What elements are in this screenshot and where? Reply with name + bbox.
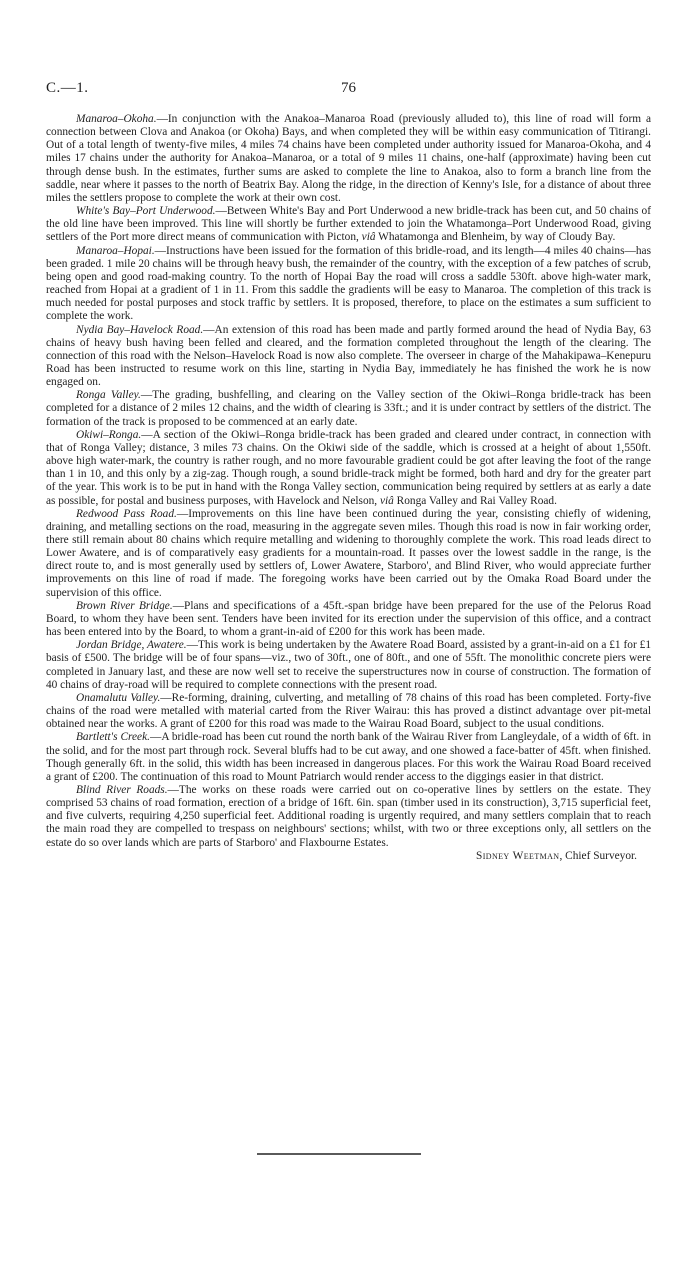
paragraph-text: —The works on these roads were carried out on co-operative lines by settlers on the estate. They comprised 53 chains of road formation, erection of a bridge of 16ft. 6in. span (timber used in its construction), 3,715 superficial feet, and five culverts, requiring 4,250 superficial feet. Additional roading is urgently required, and many settlers complain that to reach the main road they are compelled to trespass on neighbours' sections; whilst, with two or three exceptions only, all settlers on the estate do so over lands which are parts of Starboro' and Flaxbourne Estates.: [46, 783, 651, 849]
paragraph-whites-bay-port-underwood: [46, 205, 651, 244]
paragraph-text: —Plans and specifications of a 45ft.-span bridge have been prepared for the use of the Pelorus Road Board, to whom they have been sent. Tenders have been invited for its erection under the supervision of this office, and a contract has been entered into by the Board, to whom a grant-in-aid of £200 for this work has been made.: [46, 599, 652, 639]
section-heading: Manaroa–Okoha.: [76, 113, 157, 125]
section-heading: Jordan Bridge, Awatere.: [76, 639, 187, 652]
paragraph-brown-river-bridge: [46, 600, 651, 639]
paragraph-text: —An extension of this road has been made and partly formed around the head of Nydia Bay, 63 chains of heavy bush having been felled and cleared, and the formation completed throughout the length of the clearing. The connection of this road with the Nelson–Havelock Road is now also complete. The overseer in charge of the Mahakipawa–Keneрuru Road has been instructed to resume work on this line, starting in Nydia Bay, immediately he has finished the work he is now engaged on.: [46, 323, 651, 389]
paragraph-manaroa-okoha: [46, 113, 651, 205]
paragraph-okiwi-ronga: [46, 429, 651, 508]
section-heading: Blind River Roads.: [76, 783, 168, 796]
paragraph-jordan-bridge: [46, 639, 651, 692]
paragraph-blind-river-roads: [46, 784, 651, 850]
via-word: viâ: [361, 231, 376, 244]
section-heading: Redwood Pass Road.: [76, 507, 177, 520]
paragraph-bartletts-creek: [46, 731, 651, 784]
paragraph-ronga-valley: [46, 389, 651, 428]
signatory-title: , Chief Surveyor.: [559, 849, 637, 862]
section-heading: White's Bay–Port Underwood.: [76, 205, 216, 218]
via-word: viâ: [379, 494, 394, 507]
end-rule: [257, 1153, 421, 1155]
report-body: [46, 113, 651, 863]
section-heading: Nydia Bay–Havelock Road.: [76, 323, 204, 336]
paragraph-onamalutu-valley: [46, 692, 651, 731]
paragraph-text: —Improvements on this line have been continued during the year, consisting chiefly of widening, draining, and metalling sections on the road, measuring in the aggregate seven miles. Though this road is now in fair working order, there still remain about 80 chains which require metalling and widening to thoroughly complete the work. This road leads direct to Lower Awatere, and is of comparatively easy gradients for a mountain-road. It passes over the lowest saddle in the range, is the direct route to, and is most generally used by settlers of, Lower Awatere, Starboro', and Blind River, who would appreciate further improvements on this line of road if made. The foregoing works have been carried out by the Omaka Road Board under the supervision of this office.: [46, 507, 652, 599]
paragraph-text: —The grading, bushfelling, and clearing on the Valley section of the Okiwi–Ronga bridle-track has been completed for a distance of 2 miles 12 chains, and the width of clearing is 33ft.; and it is under contract by settlers of the district. The formation of the track is proposed to be commenced at an early date.: [46, 389, 651, 428]
paragraph-text: Ronga Valley and Rai Valley Road.: [393, 494, 557, 507]
paragraph-text: Whatamonga and Blenheim, by way of Cloudy Bay.: [375, 231, 616, 244]
section-heading: Bartlett's Creek.: [76, 731, 150, 744]
signature-line: [46, 850, 651, 863]
section-heading: Okiwi–Ronga.: [76, 428, 142, 441]
paragraph-text: —This work is being undertaken by the Awatere Road Board, assisted by a grant-in-aid on a £1 for £1 basis of £500. The bridge will be of four spans—viz., two of 30ft., one of 80ft., and one of 55ft. The monolithic concrete piers were completed in January last, and these are now well set to receive the superstructures now in course of construction. The formation of 40 chains of dray-road will be required to complete connections with the present road.: [46, 639, 651, 691]
paragraph-redwood-pass-road: [46, 508, 651, 600]
paragraph-manaroa-hopai: [46, 245, 651, 324]
section-heading: Ronga Valley.: [76, 389, 141, 402]
paragraph-text: —Re-forming, draining, culverting, and metalling of 78 chains of this road has been completed. Forty-five chains of the road were metalled with material carted from the River Wairau: this has proved a distinct advantage over pit-metal obtained near the works. A grant of £200 for this road was made to the Wairau Road Board, subject to the usual conditions.: [46, 691, 651, 731]
page-number: 76: [341, 80, 356, 96]
paragraph-text: —In conjunction with the Anakoa–Manaroa Road (previously alluded to), this line of road will form a connection between Clova and Anakoa (or Okoha) Bays, and when completed they will be within easy communication of Titirangi. Out of a total length of twenty-five miles, 4 miles 74 chains have been completed under authority issued for Manaroa-Okoha, and 4 miles 17 chains under the authority for Anakoa–Manaroa, or a total of 9 miles 11 chains, one-half (approximate) having been cut through dense bush. In the estimates, further sums are asked to complete the line to Anakoa, also to form a branch line from the saddle, near where it passes to the north of Beatrix Bay. Along the ridge, in the direction of Kenny's Isle, for a distance of about three miles the settlers propose to complete the work at their own cost.: [46, 113, 651, 204]
section-heading: Brown River Bridge.: [76, 599, 173, 612]
page-header: [46, 80, 651, 100]
paragraph-text: —A bridle-road has been cut round the north bank of the Wairau River from Langleydale, of a width of 6ft. in the solid, and for the most part through rock. Several bluffs had to be cut away, and one showed a face-batter of 45ft. when finished. Though generally 6ft. in the solid, this width has been increased in dangerous places. For this work the Wairau Road Board received a grant of £200. The continuation of this road to Mount Patriarch would render access to the diggings easier in that district.: [46, 731, 651, 783]
paragraph-nydia-bay-havelock-road: [46, 324, 651, 390]
document-reference: C.—1.: [46, 80, 89, 96]
signatory-name: Sidney Weetman: [476, 849, 560, 862]
paragraph-text: —Between White's Bay and Port Underwood a new bridle-track has been cut, and 50 chains of the old line have been improved. This line will shortly be further extended to join the Whatamonga–Port Underwood Road, giving settlers of the Port more direct means of communication with Picton,: [46, 205, 651, 244]
section-heading: Manaroa–Hopai.: [76, 244, 155, 257]
section-heading: Onamalutu Valley.: [76, 691, 161, 704]
paragraph-text: —A section of the Okiwi–Ronga bridle-track has been graded and cleared under contract, in connection with that of Ronga Valley; distance, 3 miles 73 chains. On the Okiwi side of the saddle, which is crossed at a height of about 1,550ft. above high water-mark, the country is rather rough, and no more favourable gradient could be got after leaving the foot of the range than 1 in 10, and this only by a zig-zag. Though rough, a sound bridle-track might be formed, both hard and dry for the greater part of the year. This work is to be put in hand with the Ronga Valley section, communication being required by settlers at as early a date as possible, for postal and business purposes, with Havelock and Nelson,: [46, 428, 651, 507]
paragraph-text: —Instructions have been issued for the formation of this bridle-road, and its length—4 miles 40 chains—has been graded. 1 mile 20 chains will be through heavy bush, the remainder of the country, with the exception of a few patches of scrub, being open and good road-making country. To the north of Hopai Bay the road will cross a saddle 530ft. above high-water mark, reached from Hopai at a gradient of 1 in 11. From this saddle the gradients will be easy to Manaroa. The completion of this track is much needed for postal purposes and stock traffic by settlers. It is proposed, therefore, to place on the estimates a sum sufficient to complete the work.: [46, 244, 651, 323]
